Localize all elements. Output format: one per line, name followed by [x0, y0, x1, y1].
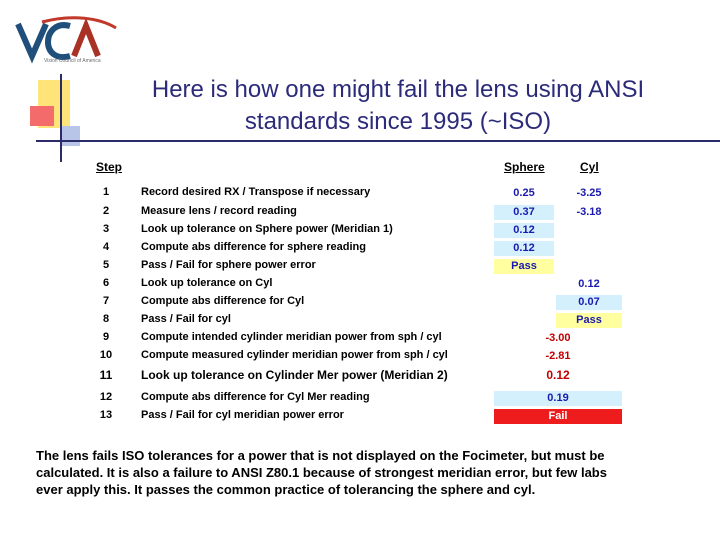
sphere-value: 0.12 — [494, 223, 554, 238]
table-row — [0, 241, 720, 259]
cyl-meridian-value: -3.00 — [545, 332, 571, 344]
step-number: 12 — [99, 391, 113, 403]
step-number: 4 — [102, 241, 110, 253]
step-number: 7 — [102, 295, 110, 307]
table-row — [0, 391, 720, 409]
cyl-meridian-difference: 0.19 — [494, 391, 622, 406]
header-cyl: Cyl — [580, 160, 599, 174]
sphere-value: 0.12 — [494, 241, 554, 256]
cyl-value: Pass — [556, 313, 622, 328]
cyl-value: -3.18 — [576, 206, 602, 218]
logo-subtitle: Vision Council of America — [44, 58, 101, 64]
table-row — [0, 313, 720, 331]
table-row — [0, 205, 720, 223]
step-description: Compute measured cylinder meridian power from sph / cyl — [141, 349, 448, 361]
table-row — [0, 277, 720, 295]
step-description: Compute abs difference for sphere reading — [141, 241, 366, 253]
table-row — [0, 186, 720, 204]
slide-title: Here is how one might fail the lens using ANSI standards since 1995 (~ISO) — [151, 76, 645, 135]
step-number: 5 — [102, 259, 110, 271]
step-description: Pass / Fail for sphere power error — [141, 259, 316, 271]
sphere-value: Pass — [494, 259, 554, 274]
cyl-meridian-value: -2.81 — [545, 350, 571, 362]
conclusion-paragraph: The lens fails ISO tolerances for a power that is not displayed on the Focimeter, but must be calculated. It is also a failure to ANSI Z80.1 because of strongest meridian error, but few labs ever apply this. It passes the common practice of tolerancing the sphere and cyl. — [36, 448, 607, 497]
step-number: 6 — [102, 277, 110, 289]
step-number: 10 — [99, 349, 113, 361]
table-row — [0, 223, 720, 241]
header-sphere: Sphere — [504, 160, 545, 174]
header-step: Step — [96, 160, 123, 174]
step-number: 2 — [102, 205, 110, 217]
step-description: Measure lens / record reading — [141, 205, 297, 217]
table-row — [0, 349, 720, 367]
step-number: 13 — [99, 409, 113, 421]
step-description: Compute abs difference for Cyl — [141, 295, 305, 307]
table-row — [0, 259, 720, 277]
step-number: 9 — [102, 331, 110, 343]
table-row — [0, 368, 720, 386]
table-row — [0, 331, 720, 349]
step-description: Look up tolerance on Sphere power (Meridian 1) — [141, 223, 393, 235]
step-number: 8 — [102, 313, 110, 325]
table-row — [0, 409, 720, 427]
cyl-value: 0.12 — [578, 278, 600, 290]
step-description: Look up tolerance on Cylinder Mer power (Meridian 2) — [141, 368, 448, 382]
step-description: Look up tolerance on Cyl — [141, 277, 273, 289]
step-description: Pass / Fail for cyl — [141, 313, 231, 325]
step-number: 1 — [102, 186, 110, 198]
sphere-value: 0.37 — [494, 205, 554, 220]
table-row — [0, 295, 720, 313]
step-number: 3 — [102, 223, 110, 235]
step-number: 11 — [99, 368, 113, 382]
step-description: Compute abs difference for Cyl Mer reading — [141, 391, 370, 403]
step-description: Record desired RX / Transpose if necessary — [141, 186, 371, 198]
step-description: Compute intended cylinder meridian power from sph / cyl — [141, 331, 442, 343]
fail-result: Fail — [494, 409, 622, 424]
cyl-value: -3.25 — [576, 187, 602, 199]
step-description: Pass / Fail for cyl meridian power error — [141, 409, 344, 421]
sphere-value: 0.25 — [513, 187, 535, 199]
cyl-meridian-value: 0.12 — [546, 368, 570, 382]
cyl-value: 0.07 — [556, 295, 622, 310]
